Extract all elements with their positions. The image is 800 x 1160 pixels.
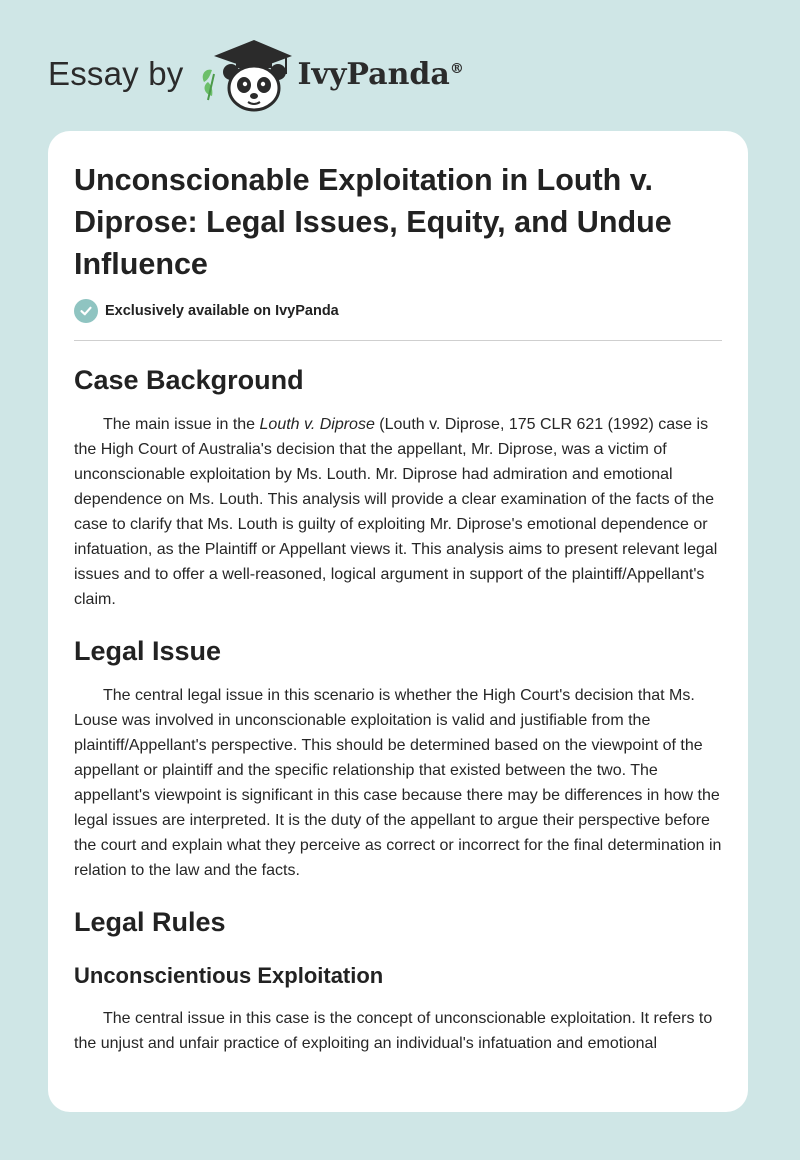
- brand-name[interactable]: IvyPanda®: [297, 56, 464, 92]
- unconscientious-exploitation-paragraph: The central issue in this case is the concept of unconscionable exploitation. It refers to the unjust and unfair practice of exploiting an individual's infatuation and emotional: [74, 1010, 713, 1052]
- section-heading-legal-rules: Legal Rules: [74, 907, 226, 937]
- registered-mark: ®: [449, 60, 464, 77]
- section-heading-case-background: Case Background: [74, 365, 304, 395]
- essay-by-label: Essay by: [48, 55, 184, 92]
- essay-title: Unconscionable Exploitation in Louth v. Diprose: Legal Issues, Equity, and Undue Influence: [74, 163, 672, 281]
- case-name-italic: Louth v. Diprose: [259, 416, 375, 433]
- exclusive-badge-text: Exclusively available on IvyPanda: [105, 303, 339, 319]
- essay-card: [48, 131, 748, 1112]
- exclusive-badge: [74, 299, 722, 323]
- site-header: [48, 34, 464, 114]
- legal-issue-paragraph: The central legal issue in this scenario is whether the High Court's decision that Ms. Louse was involved in unconscionable exploitation is valid and justifiable from the plaintiff/Appellant's perspective. This should be determined based on the viewpoint of the appellant or plaintiff and the specific relationship that existed between the two. The appellant's viewpoint is significant in this case because there may be differences in how the legal issues are interpreted. It is the duty of the appellant to argue their perspective before the court and explain what they perceive as correct or incorrect for the final determination in relation to the law and the facts.: [74, 687, 722, 879]
- subheading-unconscientious-exploitation: Unconscientious Exploitation: [74, 963, 384, 988]
- section-heading-legal-issue: Legal Issue: [74, 636, 222, 666]
- case-background-paragraph: The main issue in the Louth v. Diprose (Louth v. Diprose, 175 CLR 621 (1992) case is the High Court of Australia's decision that the appellant, Mr. Diprose, was a victim of unconscionable exploitation by Ms. Louth. Mr. Diprose had admiration and emotional dependence on Ms. Louth. This analysis will provide a clear examination of the facts of the case to clarify that Ms. Louth is guilty of exploiting Mr. Diprose's emotional dependence or infatuation, as the Plaintiff or Appellant views it. This analysis aims to present relevant legal issues and to offer a well-reasoned, logical argument in support of the plaintiff/Appellant's claim.: [74, 416, 718, 608]
- title-divider: [74, 340, 722, 341]
- graduation-cap-panda-logo-icon[interactable]: [196, 34, 292, 114]
- check-circle-icon: [74, 299, 98, 323]
